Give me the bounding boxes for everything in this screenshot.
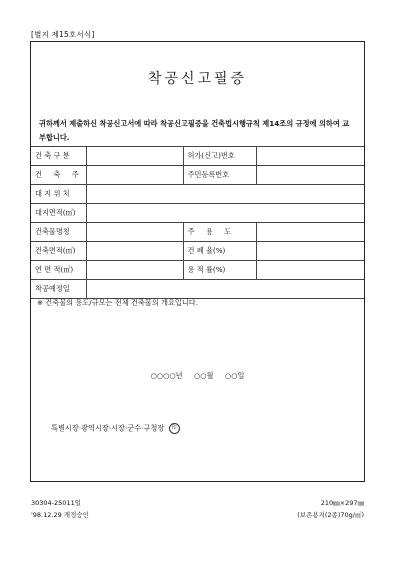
info-table	[31, 146, 364, 299]
seal-stamp: 印	[169, 423, 180, 434]
row-label: 건 폐 율(%)	[183, 242, 256, 261]
form-label: [별지 제15호서식]	[31, 30, 95, 39]
row-value	[256, 261, 364, 280]
paper-size: 210㎜×297㎜	[320, 499, 364, 507]
row-value	[256, 242, 364, 261]
table-row	[31, 280, 364, 299]
row-label: 건축면적(㎡)	[31, 242, 86, 261]
row-value	[86, 223, 183, 242]
row-value	[86, 204, 364, 223]
row-label: 착공예정일	[31, 280, 86, 299]
row-value	[256, 223, 364, 242]
table-row	[31, 166, 364, 185]
row-value	[86, 147, 183, 166]
row-value	[86, 185, 364, 204]
table-row	[31, 147, 364, 166]
row-label: 용 적 률(%)	[183, 261, 256, 280]
table-row	[31, 185, 364, 204]
page-title: 착공신고필증	[147, 71, 248, 87]
row-value	[86, 242, 183, 261]
note-text: ※ 건축물의 용도/규모는 전체 건축물의 개요입니다.	[37, 298, 199, 307]
row-label: 주 용 도	[183, 223, 256, 242]
approval-note: '98.12.29 개정승인	[31, 511, 89, 519]
row-label: 건 축 구 분	[31, 147, 86, 166]
issuer-text: 특별시장·광역시장·시장·군수·구청장	[51, 423, 165, 433]
issue-date: ○○○○년 ○○월 ○○일	[150, 371, 245, 380]
row-label: 대지면적(㎡)	[31, 204, 86, 223]
table-row	[31, 204, 364, 223]
certificate-frame	[30, 41, 365, 482]
row-label: 허가(신고)번호	[183, 147, 256, 166]
table-row	[31, 261, 364, 280]
row-value	[256, 166, 364, 185]
row-label: 건축물명칭	[31, 223, 86, 242]
table-row	[31, 242, 364, 261]
issuer-line	[51, 423, 180, 434]
intro-text: 귀하께서 제출하신 착공신고서에 따라 착공신고필증을 건축법시행규칙 제14조의 규정에 의하여 교부합니다.	[39, 119, 350, 142]
table-row	[31, 223, 364, 242]
row-label: 주민등록번호	[183, 166, 256, 185]
row-label: 건 축 주	[31, 166, 86, 185]
row-value	[86, 261, 183, 280]
row-value	[256, 147, 364, 166]
form-code: 30304-25011일	[31, 499, 81, 507]
row-label: 대 지 위 치	[31, 185, 86, 204]
row-value	[86, 166, 183, 185]
paper-spec: (보존용지(2종)70g/㎡)	[297, 511, 364, 519]
row-value	[86, 280, 364, 299]
row-label: 연 면 적(㎡)	[31, 261, 86, 280]
